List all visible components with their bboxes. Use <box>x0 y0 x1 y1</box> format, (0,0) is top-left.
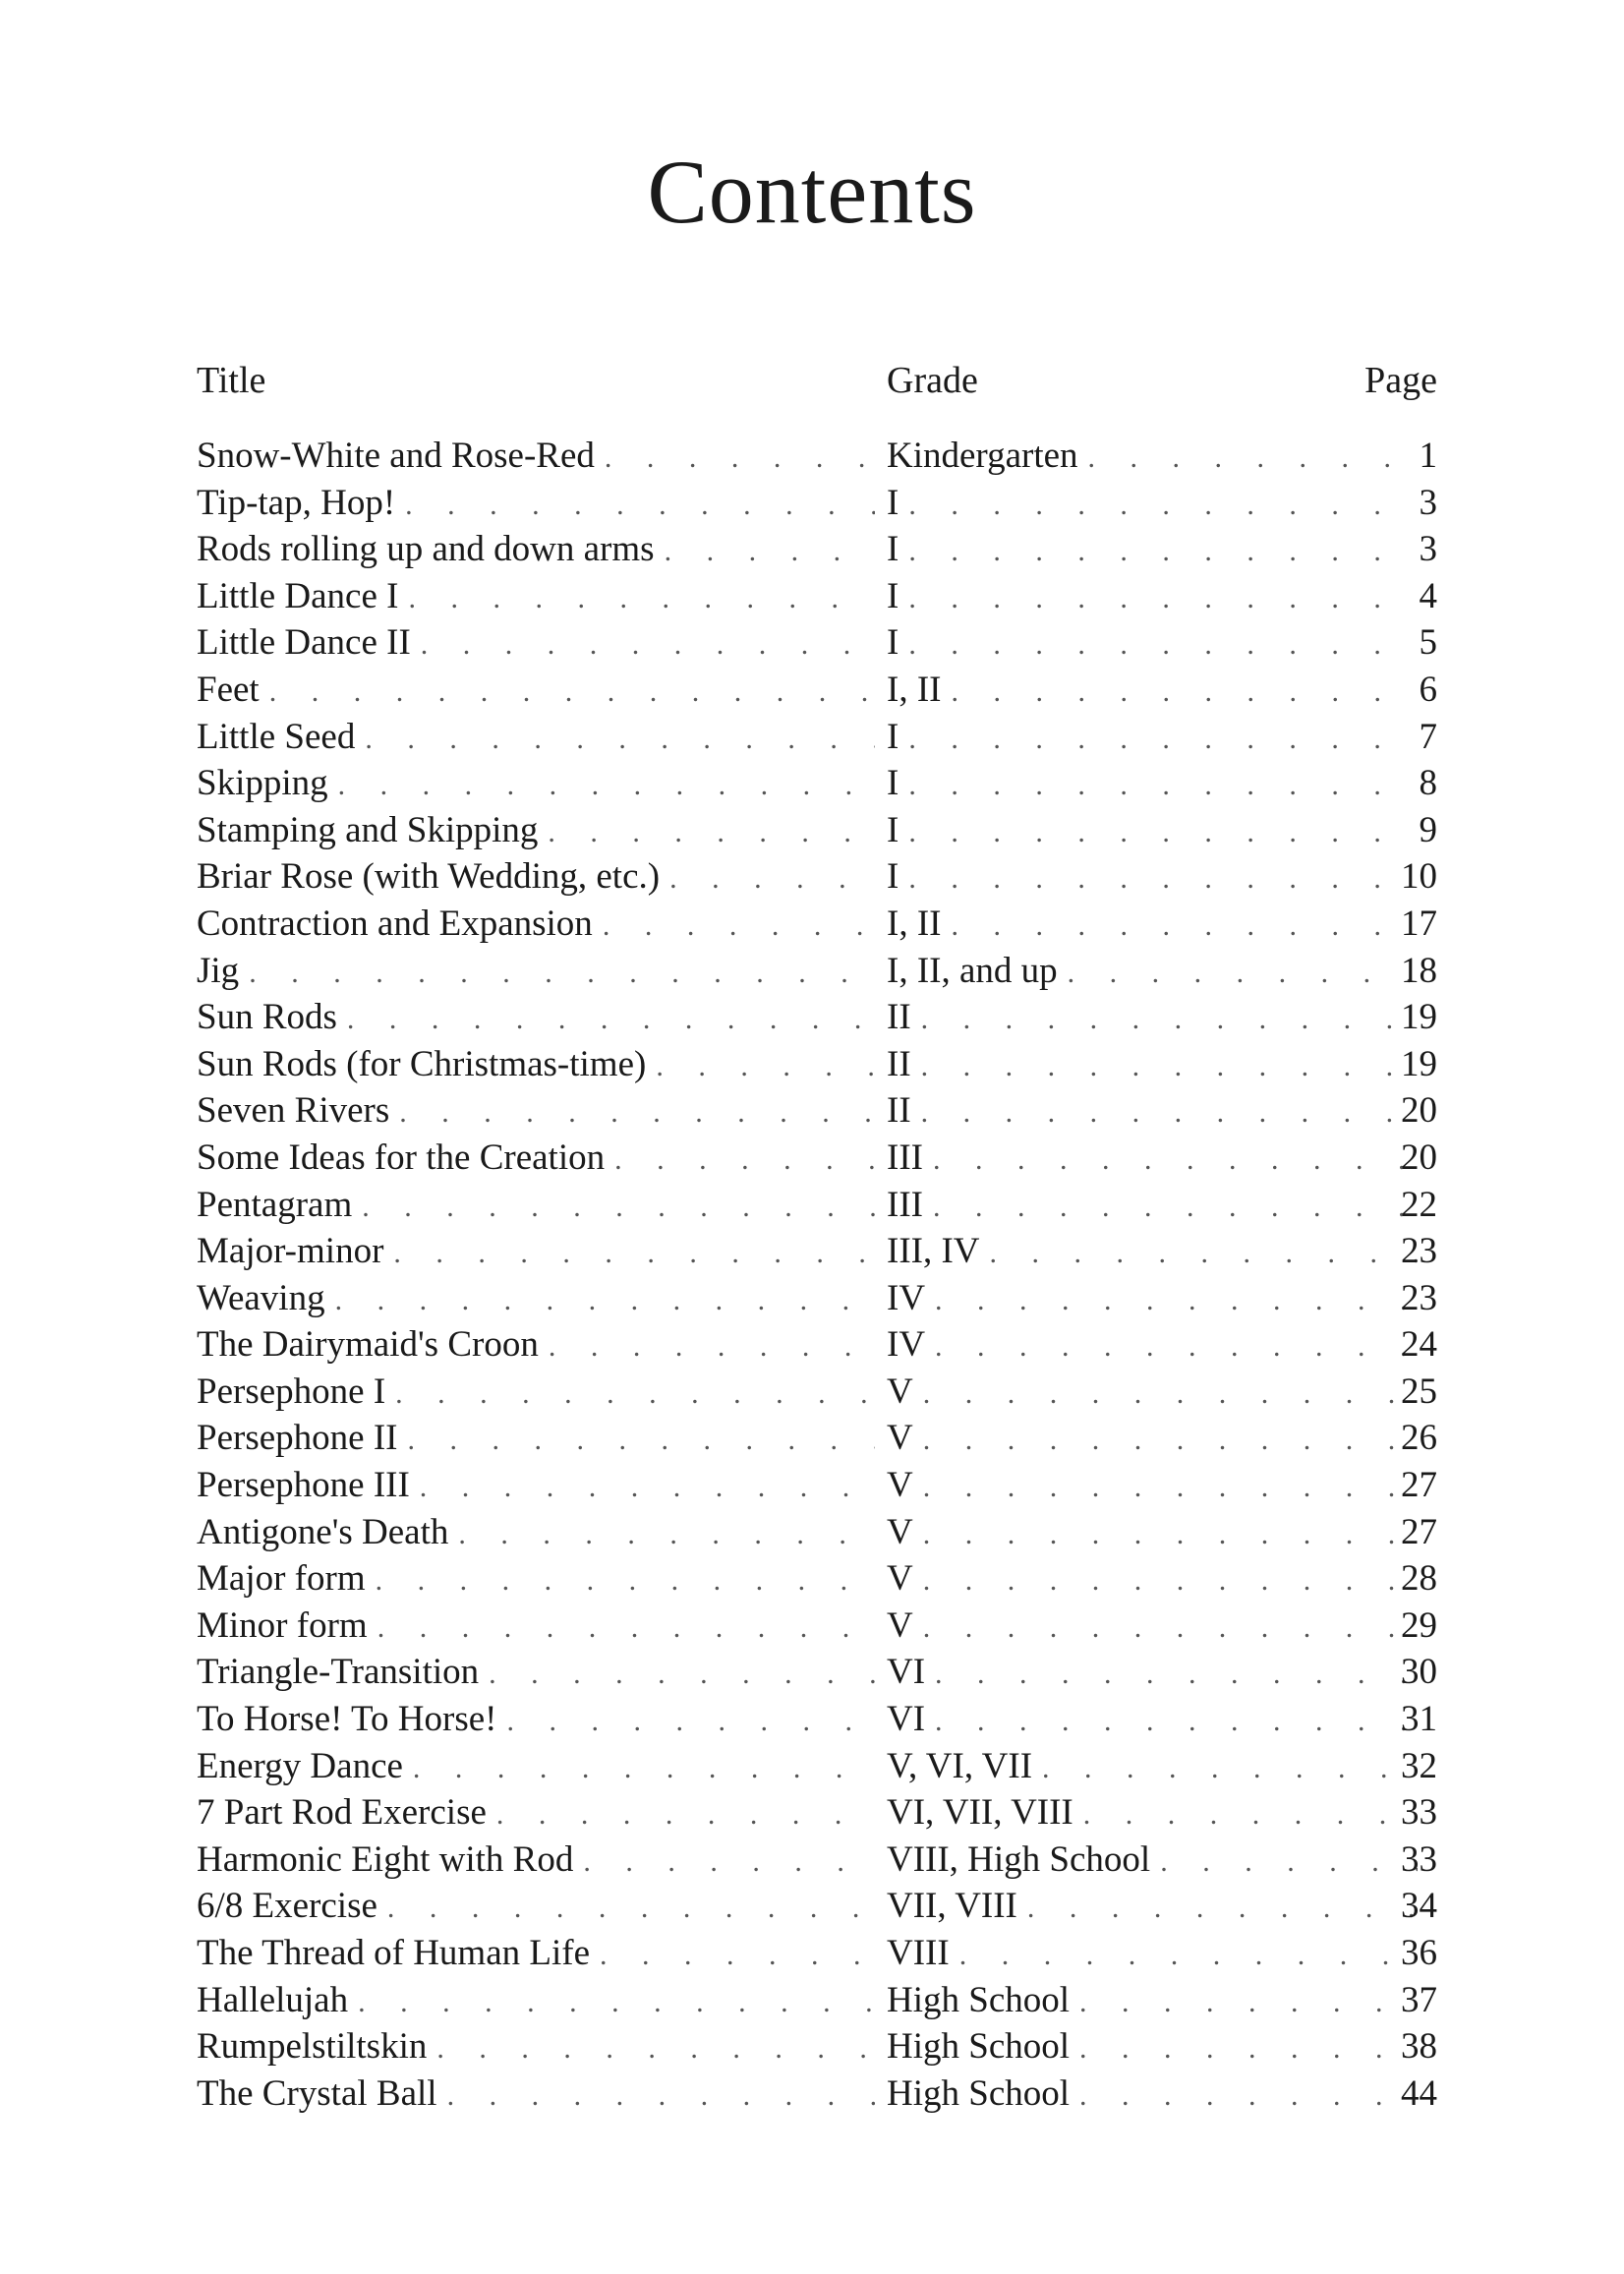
entry-grade-cell <box>887 1930 1418 1977</box>
dot-leader <box>921 996 1418 1041</box>
entry-title: Skipping <box>197 760 338 807</box>
toc-entry <box>0 1603 1624 1650</box>
entry-title-cell <box>197 948 875 995</box>
entry-grade-cell <box>887 1462 1418 1509</box>
entry-title-cell <box>197 853 875 901</box>
entry-grade-cell <box>887 1509 1418 1556</box>
entry-title-cell <box>197 1275 875 1322</box>
entry-title: Persephone I <box>197 1369 395 1416</box>
entry-page: 27 <box>1401 1511 1437 1552</box>
entry-title-cell <box>197 1182 875 1229</box>
dot-leader <box>990 1230 1418 1275</box>
toc-entry <box>0 2023 1624 2070</box>
entry-grade-cell <box>887 433 1418 480</box>
entry-grade: V <box>887 1509 923 1556</box>
entry-grade-cell <box>887 1415 1418 1462</box>
entry-title-cell <box>197 2070 875 2118</box>
toc-entry <box>0 1182 1624 1229</box>
dot-leader <box>935 1277 1418 1322</box>
entry-title: Persephone III <box>197 1462 420 1509</box>
entry-page: 20 <box>1401 1137 1437 1178</box>
entry-grade: III <box>887 1135 933 1182</box>
dot-leader <box>605 435 875 480</box>
dot-leader <box>923 1370 1418 1416</box>
entry-grade: VIII, High School <box>887 1837 1160 1884</box>
entry-title: Persephone II <box>197 1415 407 1462</box>
toc-entry <box>0 1509 1624 1556</box>
entry-grade: I <box>887 807 908 854</box>
entry-grade-cell <box>887 807 1418 854</box>
entry-title-cell <box>197 714 875 761</box>
dot-leader <box>362 1184 875 1229</box>
dot-leader <box>1083 1791 1418 1837</box>
entry-title-cell <box>197 1743 875 1790</box>
entry-title-cell <box>197 480 875 527</box>
dot-leader <box>908 855 1418 901</box>
entry-title: Little Seed <box>197 714 365 761</box>
entry-page: 26 <box>1401 1418 1437 1459</box>
entry-title: Briar Rose (with Wedding, etc.) <box>197 853 669 901</box>
entry-grade: Kindergarten <box>887 433 1088 480</box>
entry-title: The Dairymaid's Croon <box>197 1321 549 1369</box>
entry-title-cell <box>197 1415 875 1462</box>
dot-leader <box>935 1323 1418 1369</box>
entry-grade-cell <box>887 853 1418 901</box>
dot-leader <box>656 1043 875 1088</box>
entry-title-cell <box>197 573 875 620</box>
entry-title: Pentagram <box>197 1182 362 1229</box>
toc-entry <box>0 1087 1624 1135</box>
entry-page: 5 <box>1419 622 1437 664</box>
toc-entry <box>0 1369 1624 1416</box>
dot-leader <box>269 669 875 714</box>
entry-page: 18 <box>1401 950 1437 991</box>
entry-title: 7 Part Rod Exercise <box>197 1789 496 1837</box>
entry-grade: II <box>887 1041 921 1088</box>
toc-entry <box>0 2070 1624 2118</box>
entry-grade: IV <box>887 1275 935 1322</box>
dot-leader <box>665 528 875 573</box>
entry-grade: I <box>887 760 908 807</box>
dot-leader <box>669 855 875 901</box>
entry-title-cell <box>197 1369 875 1416</box>
entry-grade: I <box>887 714 908 761</box>
entry-title: Seven Rivers <box>197 1087 399 1135</box>
dot-leader <box>1042 1745 1418 1790</box>
entry-grade: II <box>887 994 921 1041</box>
entry-title: The Crystal Ball <box>197 2070 447 2118</box>
toc-entry <box>0 1228 1624 1275</box>
toc-entry <box>0 1930 1624 1977</box>
entry-grade-cell <box>887 1743 1418 1790</box>
entry-page: 4 <box>1419 575 1437 616</box>
entry-page: 22 <box>1401 1184 1437 1225</box>
toc-entry <box>0 1041 1624 1088</box>
entry-grade-cell <box>887 573 1418 620</box>
toc-entry <box>0 948 1624 995</box>
toc-entry <box>0 1555 1624 1603</box>
dot-leader <box>614 1137 875 1182</box>
entry-grade: High School <box>887 2070 1079 2118</box>
entry-title-cell <box>197 807 875 854</box>
dot-leader <box>358 1979 875 2024</box>
dot-leader <box>413 1745 875 1790</box>
toc-entry <box>0 573 1624 620</box>
entry-title: Stamping and Skipping <box>197 807 548 854</box>
entry-grade: III, IV <box>887 1228 990 1275</box>
entry-title-cell <box>197 2023 875 2070</box>
dot-leader <box>395 1370 875 1416</box>
entry-page: 32 <box>1401 1745 1437 1786</box>
entry-page: 23 <box>1401 1277 1437 1318</box>
column-header-title: Title <box>197 360 266 401</box>
entry-title-cell <box>197 1041 875 1088</box>
entry-title: Antigone's Death <box>197 1509 458 1556</box>
entry-grade: VI <box>887 1649 935 1696</box>
dot-leader <box>421 621 875 667</box>
dot-leader <box>921 1089 1418 1135</box>
entry-title: Major form <box>197 1555 376 1603</box>
entry-title-cell <box>197 1135 875 1182</box>
entry-grade-cell <box>887 994 1418 1041</box>
dot-leader <box>249 950 875 995</box>
entry-grade-cell <box>887 1789 1418 1837</box>
entry-title-cell <box>197 760 875 807</box>
dot-leader <box>447 2072 875 2118</box>
entry-title: The Thread of Human Life <box>197 1930 600 1977</box>
entry-grade-cell <box>887 1649 1418 1696</box>
entry-title-cell <box>197 1603 875 1650</box>
entry-grade: IV <box>887 1321 935 1369</box>
entry-page: 23 <box>1401 1231 1437 1272</box>
dot-leader <box>935 1651 1418 1696</box>
dot-leader <box>548 809 875 854</box>
dot-leader <box>908 762 1418 807</box>
toc-entry <box>0 1789 1624 1837</box>
entry-grade: VII, VIII <box>887 1883 1027 1930</box>
entry-page: 30 <box>1401 1652 1437 1693</box>
toc-entry <box>0 433 1624 480</box>
entry-page: 9 <box>1419 809 1437 850</box>
entry-grade: I, II, and up <box>887 948 1068 995</box>
toc-entry <box>0 1462 1624 1509</box>
dot-leader <box>923 1557 1418 1603</box>
entry-grade-cell <box>887 1696 1418 1743</box>
entry-page: 25 <box>1401 1370 1437 1412</box>
entry-grade: I <box>887 573 908 620</box>
entry-page: 31 <box>1401 1699 1437 1740</box>
entry-title: Harmonic Eight with Rod <box>197 1837 583 1884</box>
dot-leader <box>959 1932 1418 1977</box>
toc-entry <box>0 901 1624 948</box>
dot-leader <box>1027 1885 1418 1930</box>
entry-title-cell <box>197 667 875 714</box>
dot-leader <box>908 621 1418 667</box>
entry-title: Tip-tap, Hop! <box>197 480 405 527</box>
entry-page: 3 <box>1419 482 1437 523</box>
entry-page: 36 <box>1401 1933 1437 1973</box>
entry-title-cell <box>197 1883 875 1930</box>
entry-grade-cell <box>887 1087 1418 1135</box>
toc-entry <box>0 1696 1624 1743</box>
dot-leader <box>420 1464 875 1509</box>
entry-title-cell <box>197 619 875 667</box>
entry-page: 19 <box>1401 997 1437 1038</box>
entry-title-cell <box>197 1977 875 2024</box>
entry-grade-cell <box>887 1182 1418 1229</box>
dot-leader <box>933 1137 1418 1182</box>
entry-page: 33 <box>1401 1792 1437 1834</box>
dot-leader <box>407 1417 875 1462</box>
entry-grade-cell <box>887 948 1418 995</box>
entry-page: 24 <box>1401 1324 1437 1366</box>
entry-title: Little Dance I <box>197 573 408 620</box>
page-title: Contents <box>647 142 977 242</box>
entry-grade-cell <box>887 1321 1418 1369</box>
toc-entry <box>0 1743 1624 1790</box>
entry-grade-cell <box>887 2023 1418 2070</box>
entry-grade: VIII <box>887 1930 959 1977</box>
entry-page: 6 <box>1419 669 1437 710</box>
entry-page: 3 <box>1419 529 1437 570</box>
dot-leader <box>951 669 1418 714</box>
entry-page: 20 <box>1401 1090 1437 1132</box>
entry-title: Feet <box>197 667 269 714</box>
dot-leader <box>1079 2072 1418 2118</box>
entry-page: 8 <box>1419 763 1437 804</box>
dot-leader <box>1088 435 1418 480</box>
entry-grade: V <box>887 1555 923 1603</box>
toc-entry <box>0 480 1624 527</box>
entry-title-cell <box>197 526 875 573</box>
entry-grade-cell <box>887 1135 1418 1182</box>
entry-title: Contraction and Expansion <box>197 901 603 948</box>
toc-entry <box>0 1883 1624 1930</box>
entry-page: 1 <box>1419 436 1437 476</box>
toc-entry <box>0 526 1624 573</box>
entry-grade-cell <box>887 667 1418 714</box>
toc-entry <box>0 1415 1624 1462</box>
entry-grade-cell <box>887 1041 1418 1088</box>
entry-title: Rods rolling up and down arms <box>197 526 665 573</box>
dot-leader <box>1079 1979 1418 2024</box>
entry-title: Snow-White and Rose-Red <box>197 433 605 480</box>
dot-leader <box>908 482 1418 527</box>
entry-title-cell <box>197 901 875 948</box>
entry-grade: III <box>887 1182 933 1229</box>
entry-title: 6/8 Exercise <box>197 1883 387 1930</box>
toc-entry <box>0 1275 1624 1322</box>
entry-page: 44 <box>1401 2072 1437 2114</box>
toc-entry <box>0 853 1624 901</box>
dot-leader <box>1068 950 1418 995</box>
entry-grade: II <box>887 1087 921 1135</box>
dot-leader <box>408 575 875 620</box>
entry-grade: I <box>887 853 908 901</box>
entry-title-cell <box>197 1789 875 1837</box>
entry-title-cell <box>197 1649 875 1696</box>
table-of-contents <box>0 433 1624 2117</box>
entry-page: 38 <box>1401 2026 1437 2068</box>
entry-title-cell <box>197 1321 875 1369</box>
dot-leader <box>923 1511 1418 1556</box>
entry-title: Some Ideas for the Creation <box>197 1135 614 1182</box>
entry-title-cell <box>197 1509 875 1556</box>
entry-grade: V <box>887 1415 923 1462</box>
dot-leader <box>399 1089 875 1135</box>
entry-title: To Horse! To Horse! <box>197 1696 507 1743</box>
toc-entry <box>0 714 1624 761</box>
column-header-page: Page <box>1364 360 1437 401</box>
dot-leader <box>603 903 875 948</box>
entry-title: Rumpelstiltskin <box>197 2023 436 2070</box>
entry-page: 28 <box>1401 1558 1437 1600</box>
entry-title-cell <box>197 433 875 480</box>
dot-leader <box>335 1277 875 1322</box>
dot-leader <box>935 1698 1418 1743</box>
entry-title-cell <box>197 1087 875 1135</box>
entry-grade-cell <box>887 480 1418 527</box>
entry-title: Minor form <box>197 1603 377 1650</box>
entry-grade: V <box>887 1369 923 1416</box>
entry-grade-cell <box>887 1228 1418 1275</box>
entry-title: Weaving <box>197 1275 335 1322</box>
column-header-grade: Grade <box>887 360 978 401</box>
dot-leader <box>1079 2025 1418 2070</box>
entry-title: Energy Dance <box>197 1743 413 1790</box>
toc-entry <box>0 1135 1624 1182</box>
entry-page: 27 <box>1401 1465 1437 1506</box>
entry-grade: VI <box>887 1696 935 1743</box>
dot-leader <box>365 716 875 761</box>
dot-leader <box>405 482 875 527</box>
entry-grade: I <box>887 619 908 667</box>
dot-leader <box>549 1323 875 1369</box>
entry-title-cell <box>197 1228 875 1275</box>
entry-grade-cell <box>887 2070 1418 2118</box>
entry-grade: VI, VII, VIII <box>887 1789 1083 1837</box>
entry-title-cell <box>197 1696 875 1743</box>
entry-grade: I <box>887 480 908 527</box>
toc-entry <box>0 807 1624 854</box>
dot-leader <box>387 1885 875 1930</box>
entry-page: 7 <box>1419 716 1437 757</box>
entry-grade-cell <box>887 1369 1418 1416</box>
dot-leader <box>600 1932 875 1977</box>
entry-grade: V, VI, VII <box>887 1743 1042 1790</box>
dot-leader <box>376 1557 875 1603</box>
dot-leader <box>458 1511 875 1556</box>
entry-grade: I, II <box>887 667 951 714</box>
toc-entry <box>0 1321 1624 1369</box>
entry-title-cell <box>197 1555 875 1603</box>
toc-entry <box>0 994 1624 1041</box>
entry-grade-cell <box>887 901 1418 948</box>
dot-leader <box>393 1230 875 1275</box>
dot-leader <box>908 575 1418 620</box>
entry-title: Sun Rods (for Christmas-time) <box>197 1041 656 1088</box>
toc-entry <box>0 1977 1624 2024</box>
entry-title-cell <box>197 1462 875 1509</box>
dot-leader <box>496 1791 875 1837</box>
entry-page: 29 <box>1401 1604 1437 1646</box>
dot-leader <box>908 716 1418 761</box>
dot-leader <box>507 1698 876 1743</box>
dot-leader <box>921 1043 1418 1088</box>
entry-grade-cell <box>887 1837 1418 1884</box>
entry-grade-cell <box>887 714 1418 761</box>
entry-title-cell <box>197 1930 875 1977</box>
dot-leader <box>347 996 875 1041</box>
entry-grade-cell <box>887 1977 1418 2024</box>
entry-title: Sun Rods <box>197 994 347 1041</box>
entry-title: Major-minor <box>197 1228 393 1275</box>
entry-grade-cell <box>887 1603 1418 1650</box>
entry-grade-cell <box>887 619 1418 667</box>
entry-title-cell <box>197 994 875 1041</box>
dot-leader <box>377 1604 875 1650</box>
entry-grade-cell <box>887 1275 1418 1322</box>
entry-grade: V <box>887 1603 923 1650</box>
dot-leader <box>436 2025 875 2070</box>
column-headers <box>0 356 1624 405</box>
entry-page: 10 <box>1401 856 1437 898</box>
entry-title: Triangle-Transition <box>197 1649 489 1696</box>
entry-grade-cell <box>887 1883 1418 1930</box>
entry-page: 17 <box>1401 903 1437 944</box>
dot-leader <box>908 528 1418 573</box>
entry-page: 34 <box>1401 1886 1437 1927</box>
entry-title: Hallelujah <box>197 1977 358 2024</box>
entry-title: Jig <box>197 948 249 995</box>
dot-leader <box>338 762 875 807</box>
entry-page: 19 <box>1401 1043 1437 1084</box>
entry-page: 33 <box>1401 1838 1437 1880</box>
entry-grade-cell <box>887 1555 1418 1603</box>
entry-title-cell <box>197 1837 875 1884</box>
entry-grade: I, II <box>887 901 951 948</box>
toc-entry <box>0 667 1624 714</box>
entry-grade: High School <box>887 2023 1079 2070</box>
dot-leader <box>933 1184 1418 1229</box>
entry-grade: I <box>887 526 908 573</box>
entry-page: 37 <box>1401 1979 1437 2020</box>
dot-leader <box>908 809 1418 854</box>
dot-leader <box>923 1604 1418 1650</box>
toc-entry <box>0 1837 1624 1884</box>
entry-grade: V <box>887 1462 923 1509</box>
dot-leader <box>923 1464 1418 1509</box>
dot-leader <box>583 1838 875 1884</box>
dot-leader <box>489 1651 875 1696</box>
toc-entry <box>0 1649 1624 1696</box>
entry-title: Little Dance II <box>197 619 421 667</box>
dot-leader <box>923 1417 1418 1462</box>
entry-grade-cell <box>887 760 1418 807</box>
toc-entry <box>0 619 1624 667</box>
entry-grade-cell <box>887 526 1418 573</box>
entry-grade: High School <box>887 1977 1079 2024</box>
toc-entry <box>0 760 1624 807</box>
dot-leader <box>951 903 1418 948</box>
